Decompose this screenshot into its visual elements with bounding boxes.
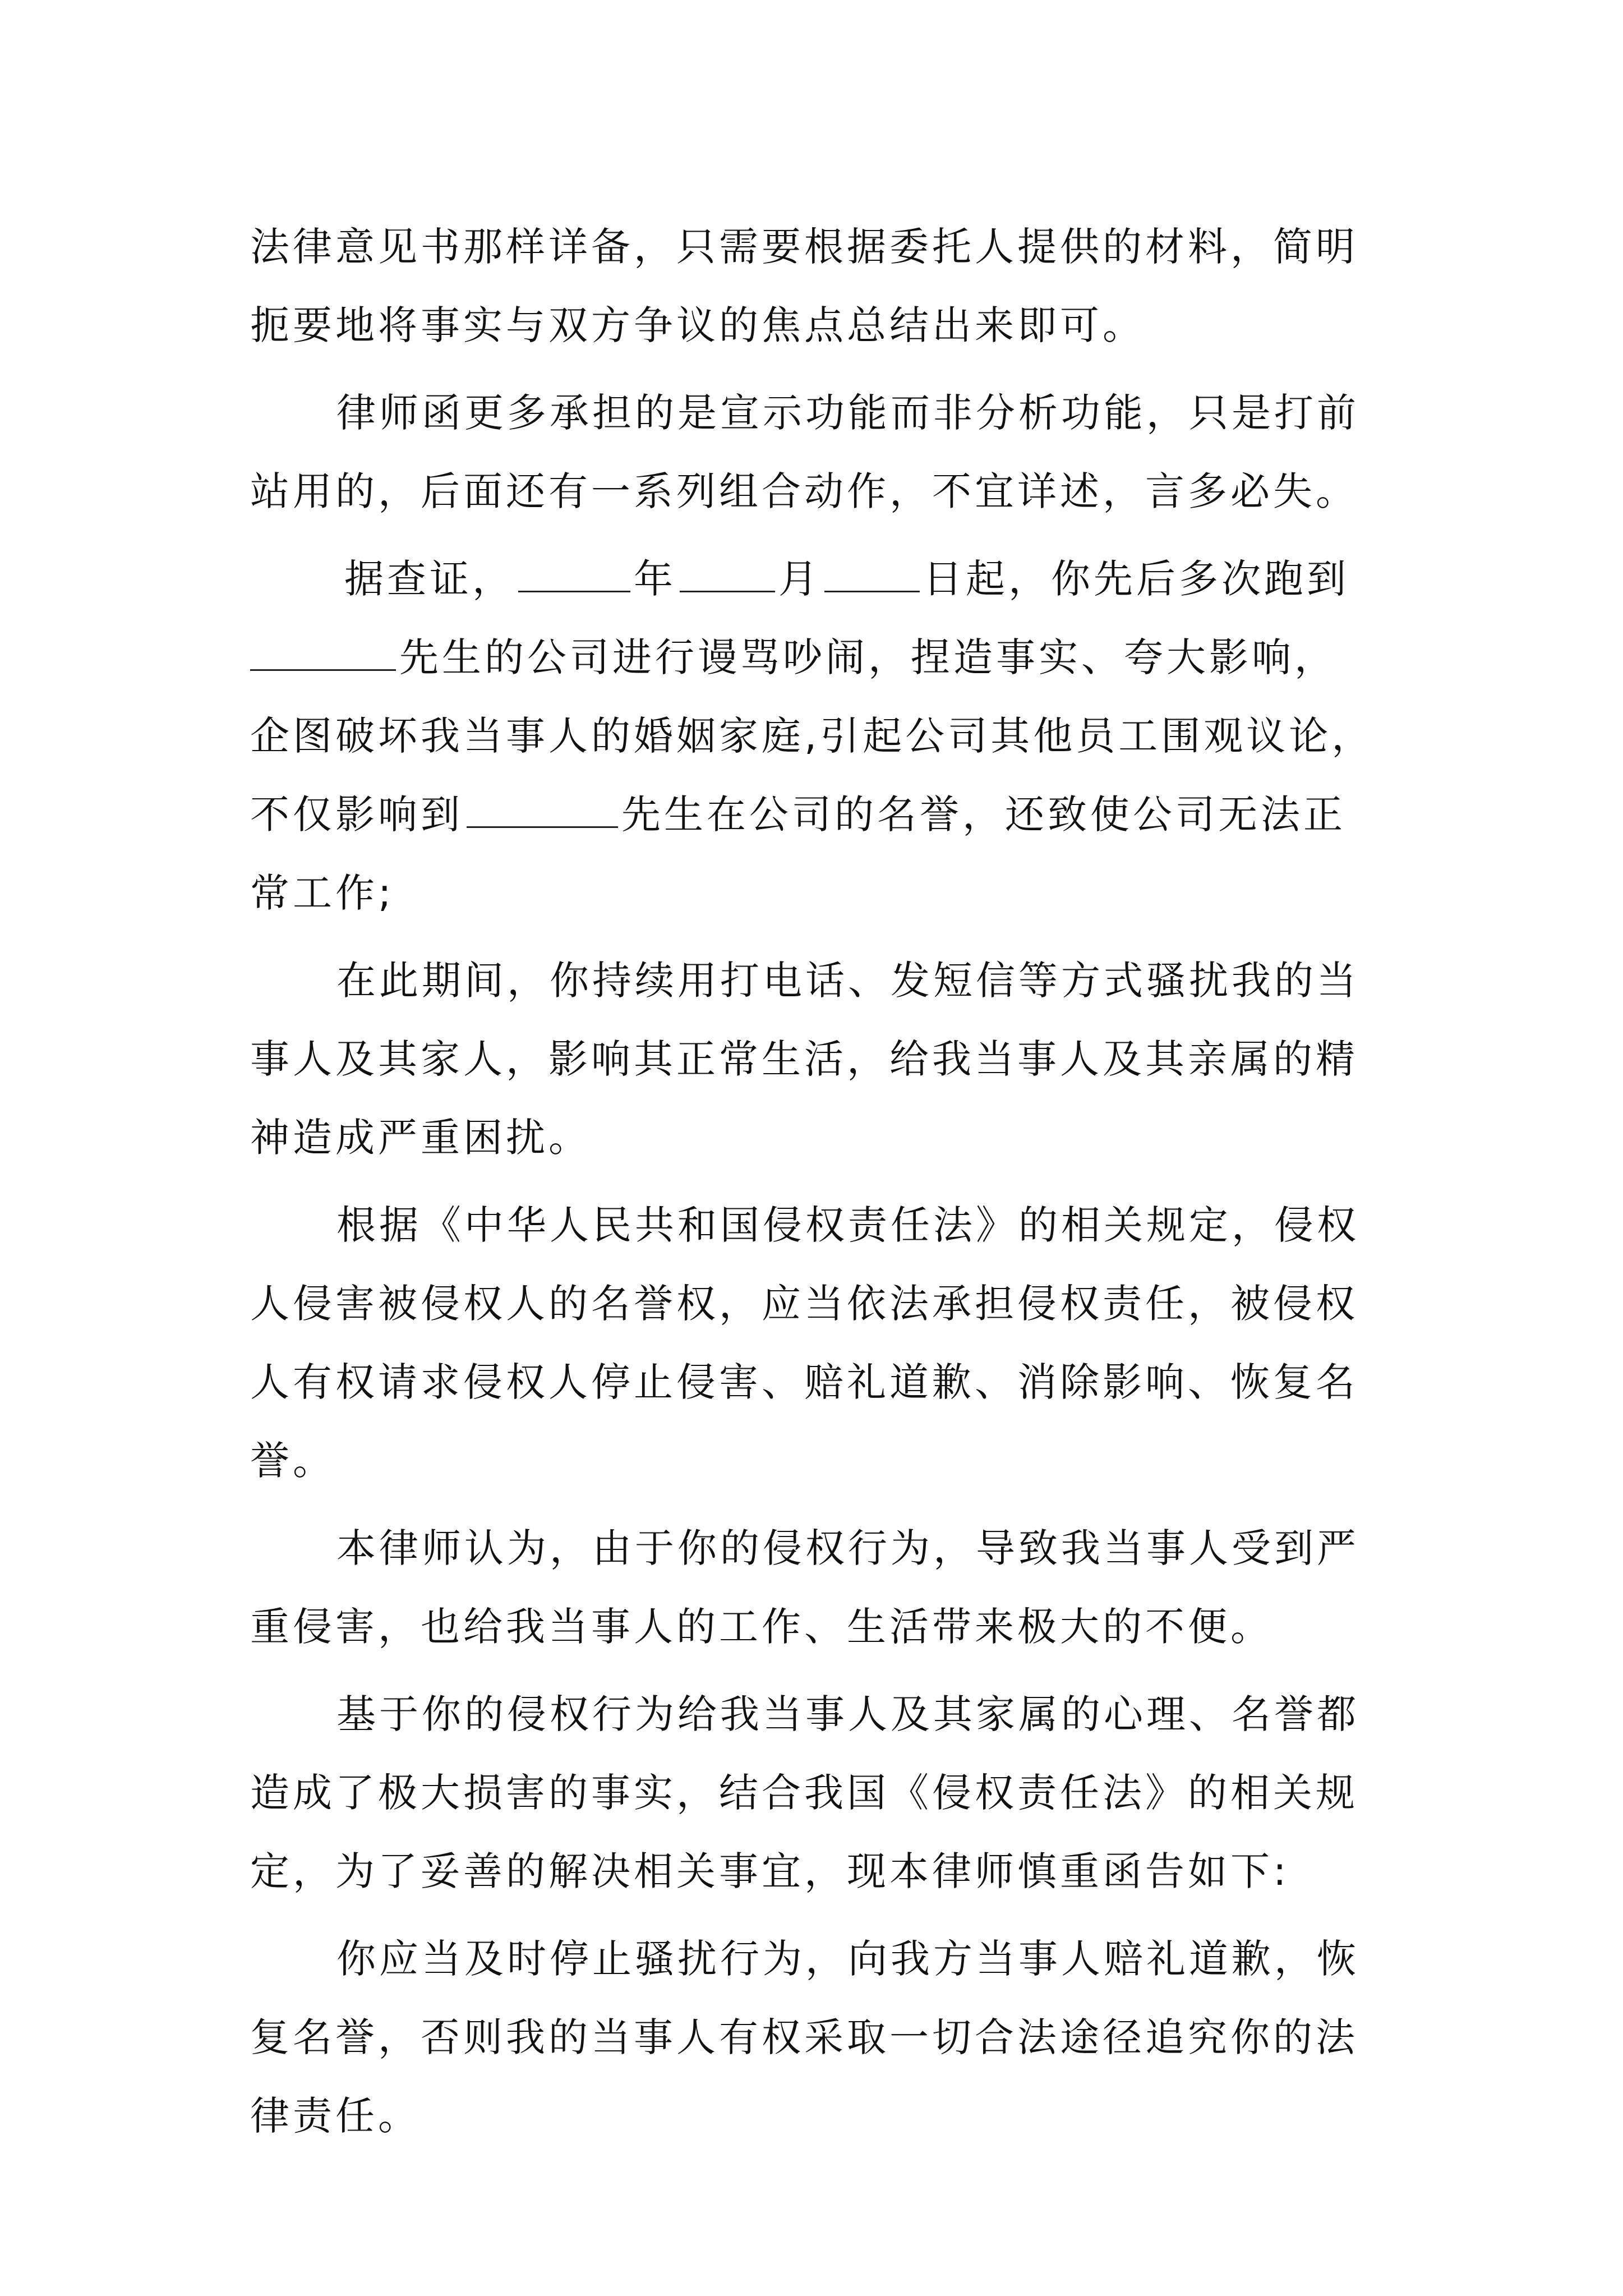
text-segment: 年 xyxy=(634,556,676,602)
text-line xyxy=(250,618,1377,697)
blank-month xyxy=(680,555,775,592)
text-line: 在此期间，你持续用打电话、发短信等方式骚扰我的当 xyxy=(336,958,1359,1004)
paragraph-4 xyxy=(250,941,1377,1177)
text-segment: 先生在公司的名誉，还致使公司无法正 xyxy=(621,792,1346,838)
text-line: 根据《中华人民共和国侵权责任法》的相关规定，侵权 xyxy=(336,1202,1359,1248)
text-line: 基于你的侵权行为给我当事人及其家属的心理、名誉都 xyxy=(336,1691,1359,1737)
text-segment: 月 xyxy=(778,556,821,602)
text-line: 常工作; xyxy=(250,870,395,916)
paragraph-3 xyxy=(250,540,1377,932)
paragraph-5 xyxy=(250,1186,1377,1500)
blank-year xyxy=(518,555,630,592)
text-line: 法律意见书那样详备，只需要根据委托人提供的材料，简明 xyxy=(250,224,1358,270)
text-line: 律师函更多承担的是宣示功能而非分析功能，只是打前 xyxy=(336,390,1359,436)
text-line: 造成了极大损害的事实，结合我国《侵权责任法》的相关规 xyxy=(250,1770,1358,1816)
text-line: 站用的，后面还有一系列组合动作，不宜详述，言多必失。 xyxy=(250,468,1358,514)
blank-name xyxy=(250,633,396,671)
paragraph-8 xyxy=(250,1920,1377,2155)
text-line: 重侵害，也给我当事人的工作、生活带来极大的不便。 xyxy=(250,1604,1273,1650)
text-segment: 先生的公司进行谩骂吵闹，捏造事实、夸大影响， xyxy=(399,634,1337,680)
text-line: 你应当及时停止骚扰行为，向我方当事人赔礼道歉，恢 xyxy=(336,1936,1359,1982)
text-line: 本律师认为，由于你的侵权行为，导致我当事人受到严 xyxy=(336,1525,1359,1571)
text-segment: 不仅影响到 xyxy=(250,792,463,838)
paragraph-1 xyxy=(250,208,1377,365)
paragraph-7 xyxy=(250,1675,1377,1911)
text-segment: 据查证， xyxy=(344,556,515,602)
text-line: 事人及其家人，影响其正常生活，给我当事人及其亲属的精 xyxy=(250,1036,1358,1082)
paragraph-6 xyxy=(250,1509,1377,1666)
text-line: 律责任。 xyxy=(250,2093,421,2139)
text-segment: 日起，你先后多次跑到 xyxy=(923,556,1349,602)
text-line xyxy=(250,775,1377,854)
blank-day xyxy=(824,555,920,592)
blank-name xyxy=(467,790,618,828)
text-line: 人侵害被侵权人的名誉权，应当依法承担侵权责任，被侵权 xyxy=(250,1281,1358,1327)
text-line: 定，为了妥善的解决相关事宜，现本律师慎重函告如下: xyxy=(250,1848,1290,1894)
text-line: 复名誉，否则我的当事人有权采取一切合法途径追究你的法 xyxy=(250,2014,1358,2060)
text-line: 企图破坏我当事人的婚姻家庭,引起公司其他员工围观议论， xyxy=(250,713,1375,759)
paragraph-2 xyxy=(250,374,1377,531)
text-line: 神造成严重困扰。 xyxy=(250,1115,591,1161)
document-body xyxy=(250,208,1377,2155)
text-line xyxy=(250,540,1377,618)
text-line: 扼要地将事实与双方争议的焦点总结出来即可。 xyxy=(250,302,1145,348)
text-line: 人有权请求侵权人停止侵害、赔礼道歉、消除影响、恢复名 xyxy=(250,1359,1358,1405)
text-line: 誉。 xyxy=(250,1438,335,1484)
